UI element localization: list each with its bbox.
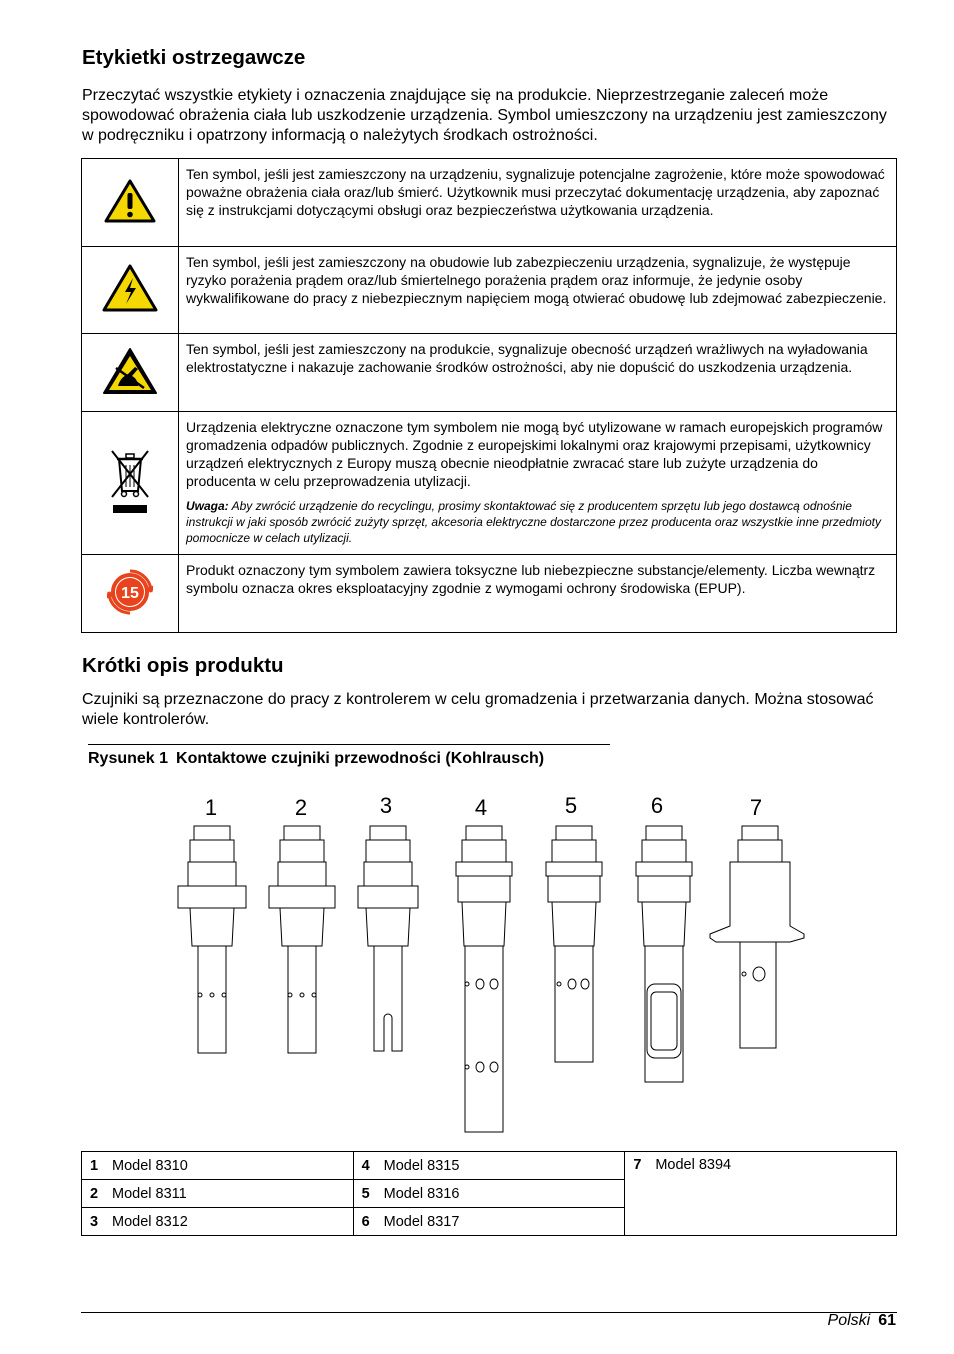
legend-item: 3 Model 8312 (82, 1208, 354, 1236)
footer-rule (81, 1312, 897, 1313)
esd-icon (102, 346, 158, 396)
sensor-8312 (358, 826, 418, 1051)
legend-item: 5 Model 8316 (353, 1180, 625, 1208)
epup-number: 15 (121, 584, 139, 602)
warning-labels-intro: Przeczytać wszystkie etykiety i oznaczenia znajdujące się na produkcie. Nieprzestrzeganie zaleceń może spowodować obrażenia ciała lub uszkodzenie urządzenia. Symbol umieszczony na urządzeniu jest zamieszczony w podręczniku i opatrzony informacją o należytych środkach ostrożności. (82, 87, 887, 144)
sensor-illustration (170, 786, 820, 1138)
warning-row (82, 159, 897, 247)
warning-row (82, 412, 897, 555)
section-title-warning-labels: Etykietki ostrzegawcze (82, 46, 306, 69)
legend-item: 2 Model 8311 (82, 1180, 354, 1208)
callout-1: 1 (204, 795, 218, 820)
note-text: Aby zwrócić urządzenie do recyclingu, prosimy skontaktować się z producentem sprzętu lub jego dostawcą odnośnie instrukcji w jaki sposób zwrócić zużyty sprzęt, akcesoria elektryczne dostarczone przez producenta oraz wszystkie inne przedmioty pomocnicze w celach utylizacji. (186, 499, 881, 545)
page-footer (828, 1312, 896, 1330)
figure-legend-table (81, 1151, 897, 1236)
warning-row (82, 247, 897, 334)
figure-title: Kontaktowe czujniki przewodności (Kohlrausch) (176, 750, 545, 767)
warning-row (82, 555, 897, 633)
legend-item: 4 Model 8315 (353, 1152, 625, 1180)
figure-label: Rysunek 1 (88, 750, 169, 767)
sensor-8315 (456, 826, 512, 1132)
legend-item: 1 Model 8310 (82, 1152, 354, 1180)
sensor-8394 (710, 826, 804, 1048)
callout-7: 7 (749, 795, 763, 820)
note-label: Uwaga: (186, 499, 229, 513)
callout-3: 3 (379, 793, 393, 818)
callout-5: 5 (564, 793, 578, 818)
recycling-note (186, 498, 888, 546)
sensor-8310 (178, 826, 246, 1053)
callout-2: 2 (294, 795, 308, 820)
figure-caption (88, 744, 610, 768)
legend-item: 6 Model 8317 (353, 1208, 625, 1236)
warning-text: Ten symbol, jeśli jest zamieszczony na produkcie, sygnalizuje obecność urządzeń wrażliwych na wyładowania elektrostatyczne i nakazuje zachowanie środków ostrożności, aby nie dopuścić do uszkodzenia urządzenia. (179, 334, 897, 412)
warning-text: Produkt oznaczony tym symbolem zawiera toksyczne lub niebezpieczne substancje/elementy. Liczba wewnątrz symbolu oznacza okres eksploatacyjny zgodnie z wymogami ochrony środowiska (EPUP). (179, 555, 897, 633)
product-overview-intro: Czujniki są przeznaczone do pracy z kontrolerem w celu gromadzenia i przetwarzania danych. Można stosować wiele kontrolerów. (82, 691, 874, 728)
warning-row (82, 334, 897, 412)
warning-text: Urządzenia elektryczne oznaczone tym symbolem nie mogą być utylizowane w ramach europejskich programów gromadzenia odpadów publicznych. Zgodnie z europejskimi lokalnymi oraz krajowymi przepisami, użytkownicy urządzeń elektrycznych z Europy muszą obecnie nieodpłatnie zwracać stare lub zużyte urządzenia do producenta w celu przeprowadzenia utylizacji. (186, 419, 883, 489)
section-title-product-overview: Krótki opis produktu (82, 654, 284, 677)
warning-text: Ten symbol, jeśli jest zamieszczony na urządzeniu, sygnalizuje potencjalne zagrożenie, które może spowodować poważne obrażenia ciała oraz/lub śmierć. Użytkownik musi przeczytać dokumentację urządzenia, aby zapoznać się z instrukcjami dotyczącymi obsługi oraz bezpieczeństwa użytkowania urządzenia. (179, 159, 897, 247)
footer-language: Polski (827, 1312, 871, 1329)
sensor-8316 (546, 826, 602, 1062)
sensor-8317 (636, 826, 692, 1082)
weee-bin-icon (108, 447, 152, 515)
electric-shock-icon (102, 263, 158, 313)
page-number: 61 (878, 1312, 896, 1329)
epup-15-icon (107, 569, 153, 615)
callout-6: 6 (650, 793, 664, 818)
sensor-8311 (269, 826, 335, 1053)
warning-symbols-table (81, 158, 897, 633)
warning-triangle-icon (104, 178, 156, 224)
warning-text: Ten symbol, jeśli jest zamieszczony na obudowie lub zabezpieczeniu urządzenia, sygnalizuje, że występuje ryzyko porażenia prądem oraz/lub śmiertelnego porażenia prądem oraz informuje, że jedynie osoby wykwalifikowane do pracy z niebezpiecznym napięciem mogą otwierać obudowę lub zdejmować zabezpieczenie. (179, 247, 897, 334)
legend-item: 7 Model 8394 (625, 1152, 897, 1236)
callout-4: 4 (474, 795, 488, 820)
